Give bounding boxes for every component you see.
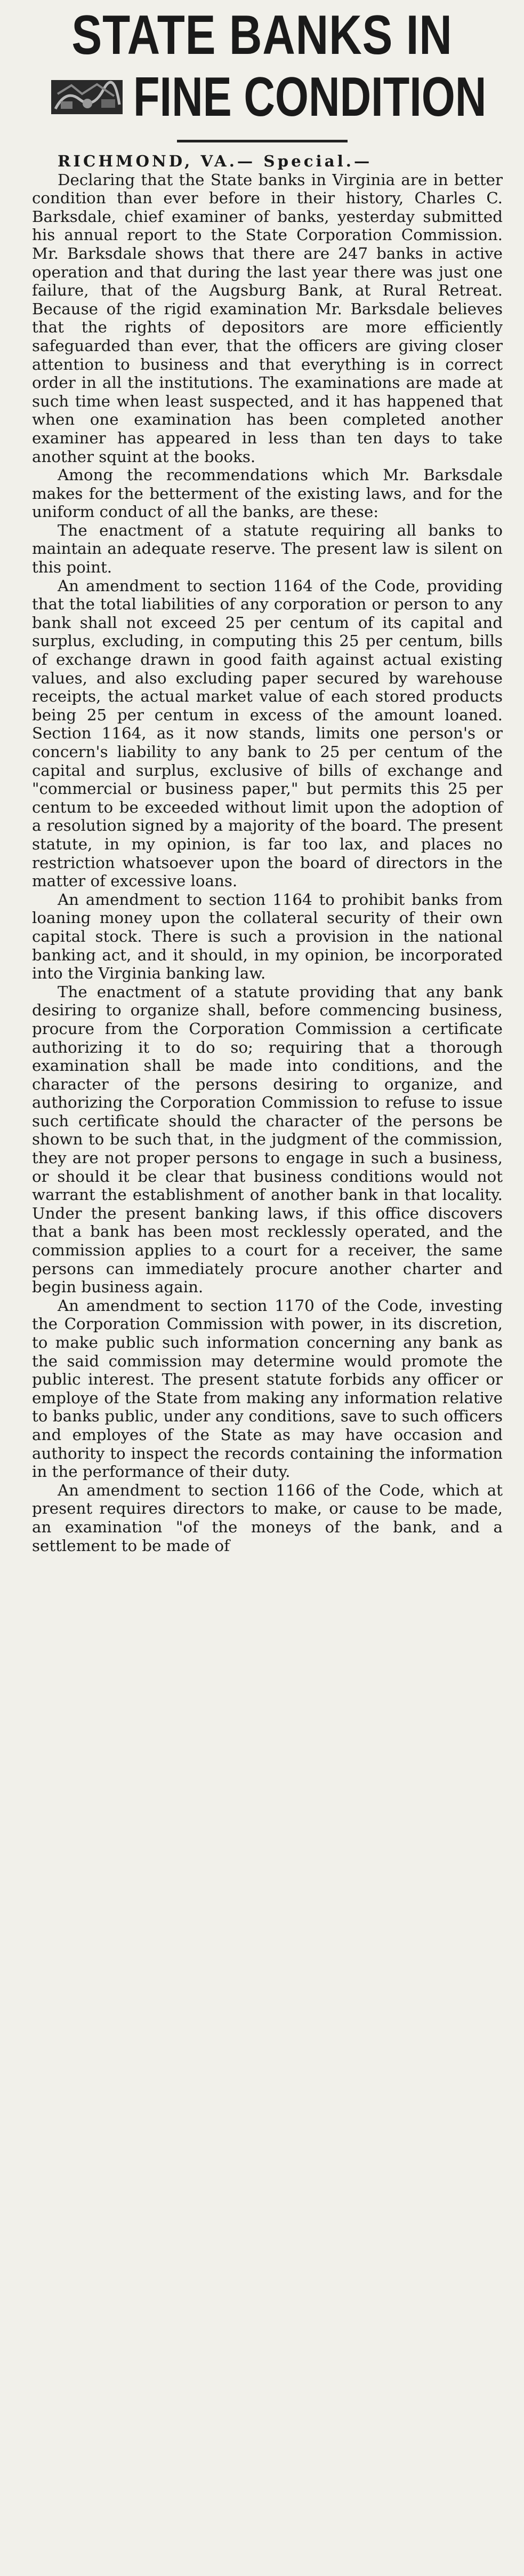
article-paragraph: An amendment to section 1164 to prohibit banks from loaning money upon the collateral security of their own capital stock. There is such a provision in the national banking act, and it should, in my opinion, be incorporated into the Virginia banking law. [32, 890, 503, 983]
article-body [32, 152, 503, 1555]
headline-line-2-row [0, 66, 524, 128]
headline-line-1: STATE BANKS IN [71, 4, 453, 66]
headline-rule [177, 140, 348, 142]
article-paragraph: Declaring that the State banks in Virginia are in better condition than ever before in their history, Charles C. Barksdale, chief examiner of banks, yesterday submitted his annual report to the State Corporation Commission. Mr. Barksdale shows that there are 247 banks in active operation and that during the last year there was just one failure, that of the Augsburg Bank, at Rural Retreat. Because of the rigid examination Mr. Barksdale believes that the rights of depositors are more efficiently safeguarded than ever, that the officers are giving closer attention to business and that everything is in correct order in all the institutions. The examinations are made at such time when least suspected, and it has happened that when one examination has been completed another examiner has appeared in less than ten days to take another squint at the books. [32, 170, 503, 466]
article-paragraph: An amendment to section 1170 of the Code, investing the Corporation Commission with power, in its discretion, to make public such information concerning any bank as the said commission may determine would promote the public interest. The present statute forbids any officer or employe of the State from making any information relative to banks public, under any conditions, save to such officers and employes of the State as may have occasion and authority to inspect the records containing the information in the performance of their duty. [32, 1296, 503, 1481]
article-paragraph: An amendment to section 1164 of the Code, providing that the total liabilities of any corporation or person to any bank shall not exceed 25 per centum of its capital and surplus, excluding, in computing this 25 per centum, bills of exchange drawn in good faith against actual existing values, and also excluding paper secured by warehouse receipts, the actual market value of each stored products being 25 per centum in excess of the amount loaned. Section 1164, as it now stands, limits one person's or concern's liability to any bank to 25 per centum of the capital and surplus, exclusive of bills of exchange and "commercial or business paper," but permits this 25 per centum to be exceeded without limit upon the adoption of a resolution signed by a majority of the board. The present statute, in my opinion, is far too lax, and places no restriction whatsoever upon the board of directors in the matter of excessive loans. [32, 576, 503, 891]
headline-line-2: FINE CONDITION [133, 66, 486, 128]
decorative-cut-icon [50, 78, 124, 116]
article-paragraph: The enactment of a statute providing that any bank desiring to organize shall, before commencing business, procure from the Corporation Commission a certificate authorizing it to do so; requiring that a thorough examination shall be made into conditions, and the character of the persons desiring to organize, and authorizing the Corporation Commission to refuse to issue such certificate should the character of the persons be shown to be such that, in the judgment of the commission, they are not proper persons to engage in such a business, or should it be clear that business conditions would not warrant the establishment of another bank in that locality. Under the present banking laws, if this office discovers that a bank has been most recklessly operated, and the commission applies to a court for a receiver, the same persons can immediately procure another charter and begin business again. [32, 982, 503, 1297]
article-paragraph: The enactment of a statute requiring all banks to maintain an adequate reserve. The present law is silent on this point. [32, 521, 503, 577]
headline [0, 0, 524, 128]
dateline: RICHMOND, VA.— Special.— [58, 152, 373, 170]
article-paragraph: An amendment to section 1166 of the Code, which at present requires directors to make, or cause to be made, an examination "of the moneys of the bank, and a settlement to be made of [32, 1481, 503, 1555]
article-paragraph: Among the recommendations which Mr. Barksdale makes for the betterment of the existing laws, and for the uniform conduct of all the banks, are these: [32, 466, 503, 521]
